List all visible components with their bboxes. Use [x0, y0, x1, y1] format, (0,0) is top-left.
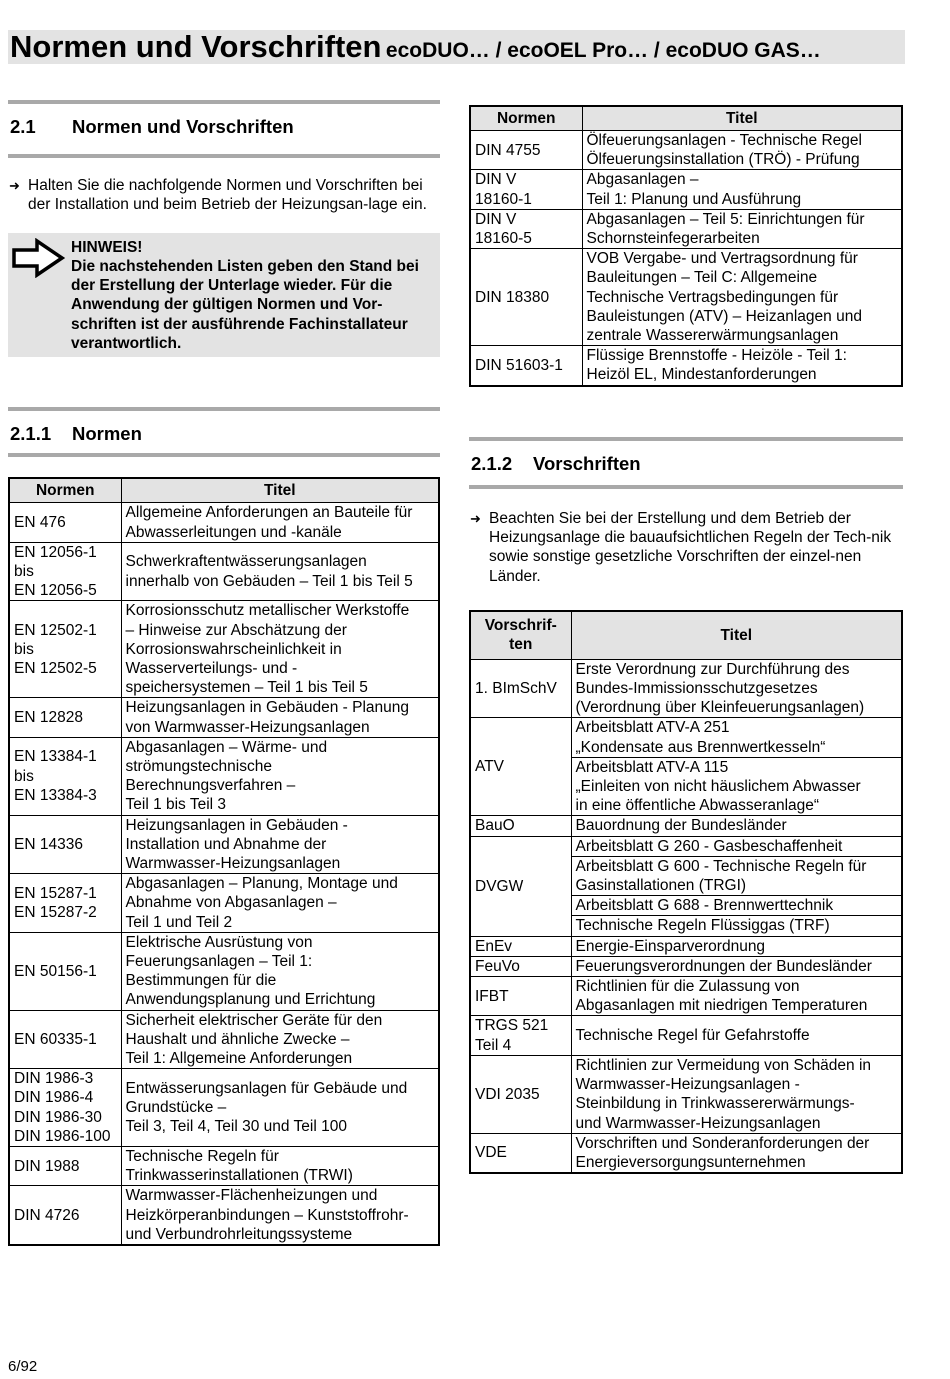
norm-cell: [9, 932, 121, 1010]
titel-cell: [121, 503, 439, 542]
right-column: [469, 100, 903, 1174]
normen-table-continued: [469, 105, 903, 387]
text-line: Richtlinien für die Zulassung von: [575, 978, 800, 996]
text-line: DIN 4726: [14, 1206, 80, 1224]
text-line: Arbeitsblatt G 688 - Brennwerttechnik: [575, 897, 834, 915]
normen-table: [8, 477, 440, 1246]
table-row: [9, 542, 439, 601]
text-line: DIN 1986-3: [14, 1070, 94, 1088]
text-line: bis: [14, 767, 34, 785]
text-line: EN 15287-2: [14, 904, 97, 922]
table-row: [470, 1133, 902, 1173]
text-line: Abnahme von Abgasanlagen –: [125, 894, 337, 912]
arrow-right-icon: ➜: [470, 510, 481, 526]
text-line: Wasserverteilungs- und -: [125, 660, 298, 677]
titel-cell: [121, 932, 439, 1010]
hinweis-text: Die nachstehenden Listen geben den Stand bei der Erstellung der Unterlage wieder. Für die Anwendung der gültigen Normen und Vor-schriften ist der ausführende Fachinstallateur verantwortlich.: [71, 257, 419, 353]
text-line: Korrosionswahrscheinlichkeit in: [125, 640, 342, 658]
text-line: Technische Vertragsbedingungen für: [586, 288, 839, 306]
titel-cell: [121, 737, 439, 815]
page-header: [8, 30, 905, 64]
regulations-note: [469, 509, 899, 586]
column-header-normen: Normen: [9, 478, 121, 503]
text-line: Sicherheit elektrischer Geräte für den: [125, 1011, 383, 1029]
left-column: [8, 100, 440, 1246]
text-line: Energie-Einsparverordnung: [575, 937, 766, 955]
table-row: [9, 1069, 439, 1147]
text-line: DIN V: [475, 171, 517, 189]
section-title: Normen: [72, 423, 142, 445]
text-line: EN 12056-1: [14, 543, 97, 561]
text-line: innerhalb von Gebäuden – Teil 1 bis Teil 5: [125, 572, 413, 590]
text-line: EN 12828: [14, 709, 83, 726]
norm-cell: [470, 209, 582, 248]
table-row: [470, 977, 902, 1016]
vorschrift-cell: [470, 977, 571, 1016]
table-header-row: [470, 611, 902, 660]
titel-cell: [582, 170, 902, 209]
text-line: Heizöl EL, Mindestanforderungen: [586, 366, 817, 384]
titel-cell: [121, 815, 439, 874]
vorschriften-table: [469, 610, 903, 1174]
vorschriften-table-body: [470, 659, 902, 1173]
table-row: [470, 346, 902, 386]
table-row: [470, 816, 902, 836]
titel-cell: [571, 659, 902, 718]
column-header-titel: Titel: [582, 106, 902, 131]
section-2-1-1-heading: [8, 407, 440, 457]
text-line: Korrosionsschutz metallischer Werkstoffe: [125, 602, 410, 620]
text-line: Heizkörperanbindungen – Kunststoffrohr-: [125, 1206, 409, 1224]
table-row: [470, 936, 902, 956]
text-line: zentrale Wassererwärmungsanlagen: [586, 327, 839, 345]
text-line: VDE: [475, 1144, 507, 1162]
text-line: – Hinweise zur Abschätzung der: [125, 621, 347, 639]
text-line: VOB Vergabe- und Vertragsordnung für: [586, 250, 858, 268]
text-line: bis: [14, 640, 34, 658]
text-line: Warmwasser-Flächenheizungen und: [125, 1187, 378, 1205]
text-line: Teil 1 und Teil 2: [125, 913, 233, 931]
text-line: Richtlinien zur Vermeidung von Schäden in: [575, 1056, 872, 1074]
table-row: [470, 131, 902, 170]
regulations-note-text: Beachten Sie bei der Erstellung und dem Betrieb der Heizungsanlage die bauaufsichtlichen Regeln der Tech-nik sowie sonstige gesetzliche Vorschriften der einzel-nen Länder.: [489, 509, 892, 585]
normen-table-body: [9, 503, 439, 1245]
hollow-arrow-icon: [11, 238, 65, 278]
titel-cell: [121, 1069, 439, 1147]
text-line: Arbeitsblatt ATV-A 251: [575, 719, 730, 737]
text-line: EN 13384-3: [14, 786, 97, 804]
column-header-titel: Titel: [571, 611, 902, 660]
text-line: Bundes-Immissionsschutzgesetzes: [575, 680, 818, 698]
table-row: [9, 815, 439, 874]
titel-cell: [571, 1016, 902, 1055]
norm-cell: [470, 170, 582, 209]
text-line: EN 15287-1: [14, 884, 97, 902]
text-line: Teil 1 bis Teil 3: [125, 796, 227, 814]
page-subtitle: ecoDUO… / ecoOEL Pro… / ecoDUO GAS…: [385, 39, 821, 62]
text-line: EN 12056-5: [14, 582, 97, 600]
vorschrift-cell: [470, 1055, 571, 1133]
text-line: Installation und Abnahme der: [125, 835, 327, 853]
table-row: [9, 737, 439, 815]
titel-cell: [571, 836, 902, 856]
text-line: Gasinstallationen (TRGI): [575, 877, 747, 895]
text-line: in eine öffentliche Abwasseranlage“: [575, 797, 820, 815]
text-line: Bestimmungen für die: [125, 972, 277, 990]
table-row: [470, 659, 902, 718]
titel-cell: [571, 757, 902, 816]
titel-cell: [121, 601, 439, 698]
text-line: DIN 51603-1: [475, 356, 563, 374]
text-line: Abgasanlagen – Planung, Montage und: [125, 875, 398, 893]
vorschrift-cell: [470, 1133, 571, 1173]
text-line: Ölfeuerungsanlagen - Technische Regel: [586, 132, 862, 149]
text-line: EN 12502-5: [14, 660, 97, 677]
text-line: Haushalt und ähnliche Zwecke –: [125, 1030, 350, 1048]
text-line: und Verbundrohrleitungssysteme: [125, 1225, 353, 1243]
text-line: 1. BImSchV: [475, 680, 557, 698]
titel-cell: [121, 698, 439, 737]
titel-cell: [121, 1186, 439, 1245]
text-line: 18160-1: [475, 190, 532, 208]
text-line: Bauordnung der Bundesländer: [575, 817, 787, 835]
text-line: 18160-5: [475, 230, 532, 248]
table-row: [9, 1147, 439, 1186]
text-line: VDI 2035: [475, 1085, 540, 1103]
text-line: Elektrische Ausrüstung von: [125, 933, 313, 951]
norm-cell: [9, 698, 121, 737]
text-line: Arbeitsblatt G 260 - Gasbeschaffenheit: [575, 837, 843, 855]
titel-cell: [571, 718, 902, 757]
text-line: Allgemeine Anforderungen an Bauteile für: [125, 504, 413, 522]
text-line: bis: [14, 562, 34, 580]
vorschrift-cell: [470, 1016, 571, 1055]
table-row: [470, 170, 902, 209]
text-line: Grundstücke –: [125, 1099, 227, 1117]
text-line: EN 476: [14, 513, 66, 531]
titel-cell: [571, 856, 902, 895]
norm-cell: [9, 874, 121, 933]
text-line: Schwerkraftentwässerungsanlagen: [125, 553, 367, 571]
text-line: EN 60335-1: [14, 1030, 97, 1048]
text-line: EN 12502-1: [14, 621, 97, 639]
norm-cell: [9, 1069, 121, 1147]
text-line: Warmwasser-Heizungsanlagen -: [575, 1076, 800, 1094]
text-line: Arbeitsblatt ATV-A 115: [575, 758, 729, 776]
text-line: EN 50156-1: [14, 962, 97, 980]
table-row: [470, 1055, 902, 1133]
text-line: DIN 1986-30: [14, 1108, 102, 1126]
text-line: Abgasanlagen – Teil 5: Einrichtungen für: [586, 210, 865, 228]
text-line: EN 14336: [14, 835, 83, 853]
text-line: EnEv: [475, 937, 513, 955]
norm-cell: [9, 815, 121, 874]
norm-cell: [9, 1147, 121, 1186]
install-note: [8, 176, 433, 215]
table-row: [9, 503, 439, 542]
text-line: DIN 1986-100: [14, 1127, 111, 1145]
text-line: Abgasanlagen –: [586, 171, 699, 189]
text-line: Feuerungsverordnungen der Bundesländer: [575, 957, 872, 975]
text-line: Feuerungsanlagen – Teil 1:: [125, 953, 313, 971]
section-number: 2.1.2: [471, 452, 513, 474]
text-line: (Verordnung über Kleinfeuerungsanlagen): [575, 699, 865, 717]
page-number: 6/92: [8, 1358, 38, 1375]
hinweis-title: HINWEIS!: [71, 238, 143, 256]
text-line: speichersystemen – Teil 1 bis Teil 5: [125, 679, 368, 697]
text-line: Berechnungsverfahren –: [125, 777, 296, 795]
text-line: Anwendungsplanung und Errichtung: [125, 991, 376, 1009]
vorschrift-cell: [470, 659, 571, 718]
text-line: TRGS 521: [475, 1017, 549, 1035]
norm-cell: [9, 737, 121, 815]
norm-cell: [9, 601, 121, 698]
text-line: DIN 18380: [475, 288, 550, 306]
table-row: [9, 1010, 439, 1069]
text-line: „Kondensate aus Brennwertkesseln“: [575, 738, 826, 756]
titel-cell: [582, 346, 902, 386]
text-line: von Warmwasser-Heizungsanlagen: [125, 718, 370, 736]
section-2-1-2-heading: [469, 437, 903, 489]
vorschrift-cell: [470, 936, 571, 956]
text-line: FeuVo: [475, 957, 520, 975]
vorschrift-cell: [470, 956, 571, 976]
norm-cell: [470, 346, 582, 386]
text-line: DIN 1988: [14, 1157, 80, 1175]
table-header-row: [470, 106, 902, 131]
norm-cell: [9, 1186, 121, 1245]
titel-cell: [121, 542, 439, 601]
table-row: [9, 874, 439, 933]
text-line: Technische Regel für Gefahrstoffe: [575, 1027, 810, 1045]
text-line: Abgasanlagen – Wärme- und: [125, 738, 328, 756]
text-line: Teil 1: Planung und Ausführung: [586, 190, 802, 208]
vorschrift-cell: [470, 836, 571, 936]
table-row: [470, 1016, 902, 1055]
table-header-row: [9, 478, 439, 503]
text-line: Technische Regeln für: [125, 1148, 279, 1166]
section-title: Normen und Vorschriften: [72, 116, 294, 137]
table-row: [9, 932, 439, 1010]
titel-cell: [582, 209, 902, 248]
column-header-vorschriften: Vorschrif-ten: [470, 611, 571, 660]
text-line: Warmwasser-Heizungsanlagen: [125, 855, 341, 873]
install-note-text: Halten Sie die nachfolgende Normen und Vorschriften bei der Installation und beim Betrieb der Heizungsan-lage ein.: [28, 177, 427, 214]
text-line: Abgasanlagen mit niedrigen Temperaturen: [575, 997, 868, 1015]
normen-table-continued-body: [470, 131, 902, 386]
column-header-titel: Titel: [121, 478, 439, 503]
titel-cell: [571, 816, 902, 836]
text-line: Heizungsanlagen in Gebäuden -: [125, 816, 348, 834]
table-row: [470, 209, 902, 248]
titel-cell: [571, 956, 902, 976]
column-header-normen: Normen: [470, 106, 582, 131]
table-row: [470, 956, 902, 976]
table-row: [9, 1186, 439, 1245]
text-line: DIN 4755: [475, 141, 541, 159]
text-line: Energieversorgungsunternehmen: [575, 1153, 806, 1171]
table-row: [470, 718, 902, 757]
titel-cell: [571, 896, 902, 916]
norm-cell: [9, 542, 121, 601]
titel-cell: [571, 936, 902, 956]
text-line: Erste Verordnung zur Durchführung des: [575, 660, 850, 678]
text-line: Vorschriften und Sonderanforderungen der: [575, 1134, 870, 1152]
text-line: strömungstechnische: [125, 758, 272, 776]
section-title: Vorschriften: [533, 452, 641, 474]
table-row: [9, 698, 439, 737]
titel-cell: [571, 1133, 902, 1173]
text-line: DVGW: [475, 877, 524, 895]
arrow-right-icon: ➜: [9, 178, 20, 193]
text-line: Arbeitsblatt G 600 - Technische Regeln für: [575, 857, 867, 875]
norm-cell: [9, 1010, 121, 1069]
text-line: DIN V: [475, 210, 517, 228]
table-row: [470, 836, 902, 856]
text-line: Heizungsanlagen in Gebäuden - Planung: [125, 699, 410, 717]
section-number: 2.1: [10, 116, 36, 137]
vorschrift-cell: [470, 718, 571, 816]
table-row: [470, 249, 902, 346]
text-line: Trinkwasserinstallationen (TRWI): [125, 1167, 353, 1185]
titel-cell: [582, 131, 902, 170]
text-line: EN 13384-1: [14, 748, 97, 766]
text-line: Technische Regeln Flüssiggas (TRF): [575, 917, 830, 935]
page-title: Normen und Vorschriften: [10, 30, 382, 64]
vorschrift-cell: [470, 816, 571, 836]
text-line: BauO: [475, 817, 515, 835]
text-line: Ölfeuerungsinstallation (TRÖ) - Prüfung: [586, 151, 860, 169]
text-line: Entwässerungsanlagen für Gebäude und: [125, 1079, 408, 1097]
hinweis-box: [8, 233, 440, 358]
norm-cell: [9, 503, 121, 542]
norm-cell: [470, 249, 582, 346]
titel-cell: [582, 249, 902, 346]
titel-cell: [571, 977, 902, 1016]
norm-cell: [470, 131, 582, 170]
text-line: DIN 1986-4: [14, 1089, 94, 1107]
text-line: Teil 3, Teil 4, Teil 30 und Teil 100: [125, 1118, 347, 1136]
text-line: Abwasserleitungen und -kanäle: [125, 523, 342, 541]
text-line: Schornsteinfegerarbeiten: [586, 230, 760, 248]
text-line: „Einleiten von nicht häuslichem Abwasser: [575, 778, 861, 796]
titel-cell: [121, 874, 439, 933]
text-line: Steinbildung in Trinkwassererwärmungs-: [575, 1095, 855, 1113]
section-2-1-heading: [8, 100, 440, 158]
text-line: Flüssige Brennstoffe - Heizöle - Teil 1:: [586, 347, 847, 365]
titel-cell: [571, 1055, 902, 1133]
text-line: Bauleitungen – Teil C: Allgemeine: [586, 269, 818, 287]
text-line: Teil 4: [475, 1036, 512, 1054]
text-line: Bauleistungen (ATV) – Heizanlagen und: [586, 307, 862, 325]
titel-cell: [121, 1010, 439, 1069]
text-line: ATV: [475, 758, 504, 776]
titel-cell: [571, 916, 902, 936]
text-line: IFBT: [475, 987, 509, 1005]
text-line: Teil 1: Allgemeine Anforderungen: [125, 1050, 353, 1068]
section-number: 2.1.1: [10, 423, 52, 445]
table-row: [9, 601, 439, 698]
text-line: und Warmwasser-Heizungsanlagen: [575, 1114, 821, 1132]
titel-cell: [121, 1147, 439, 1186]
